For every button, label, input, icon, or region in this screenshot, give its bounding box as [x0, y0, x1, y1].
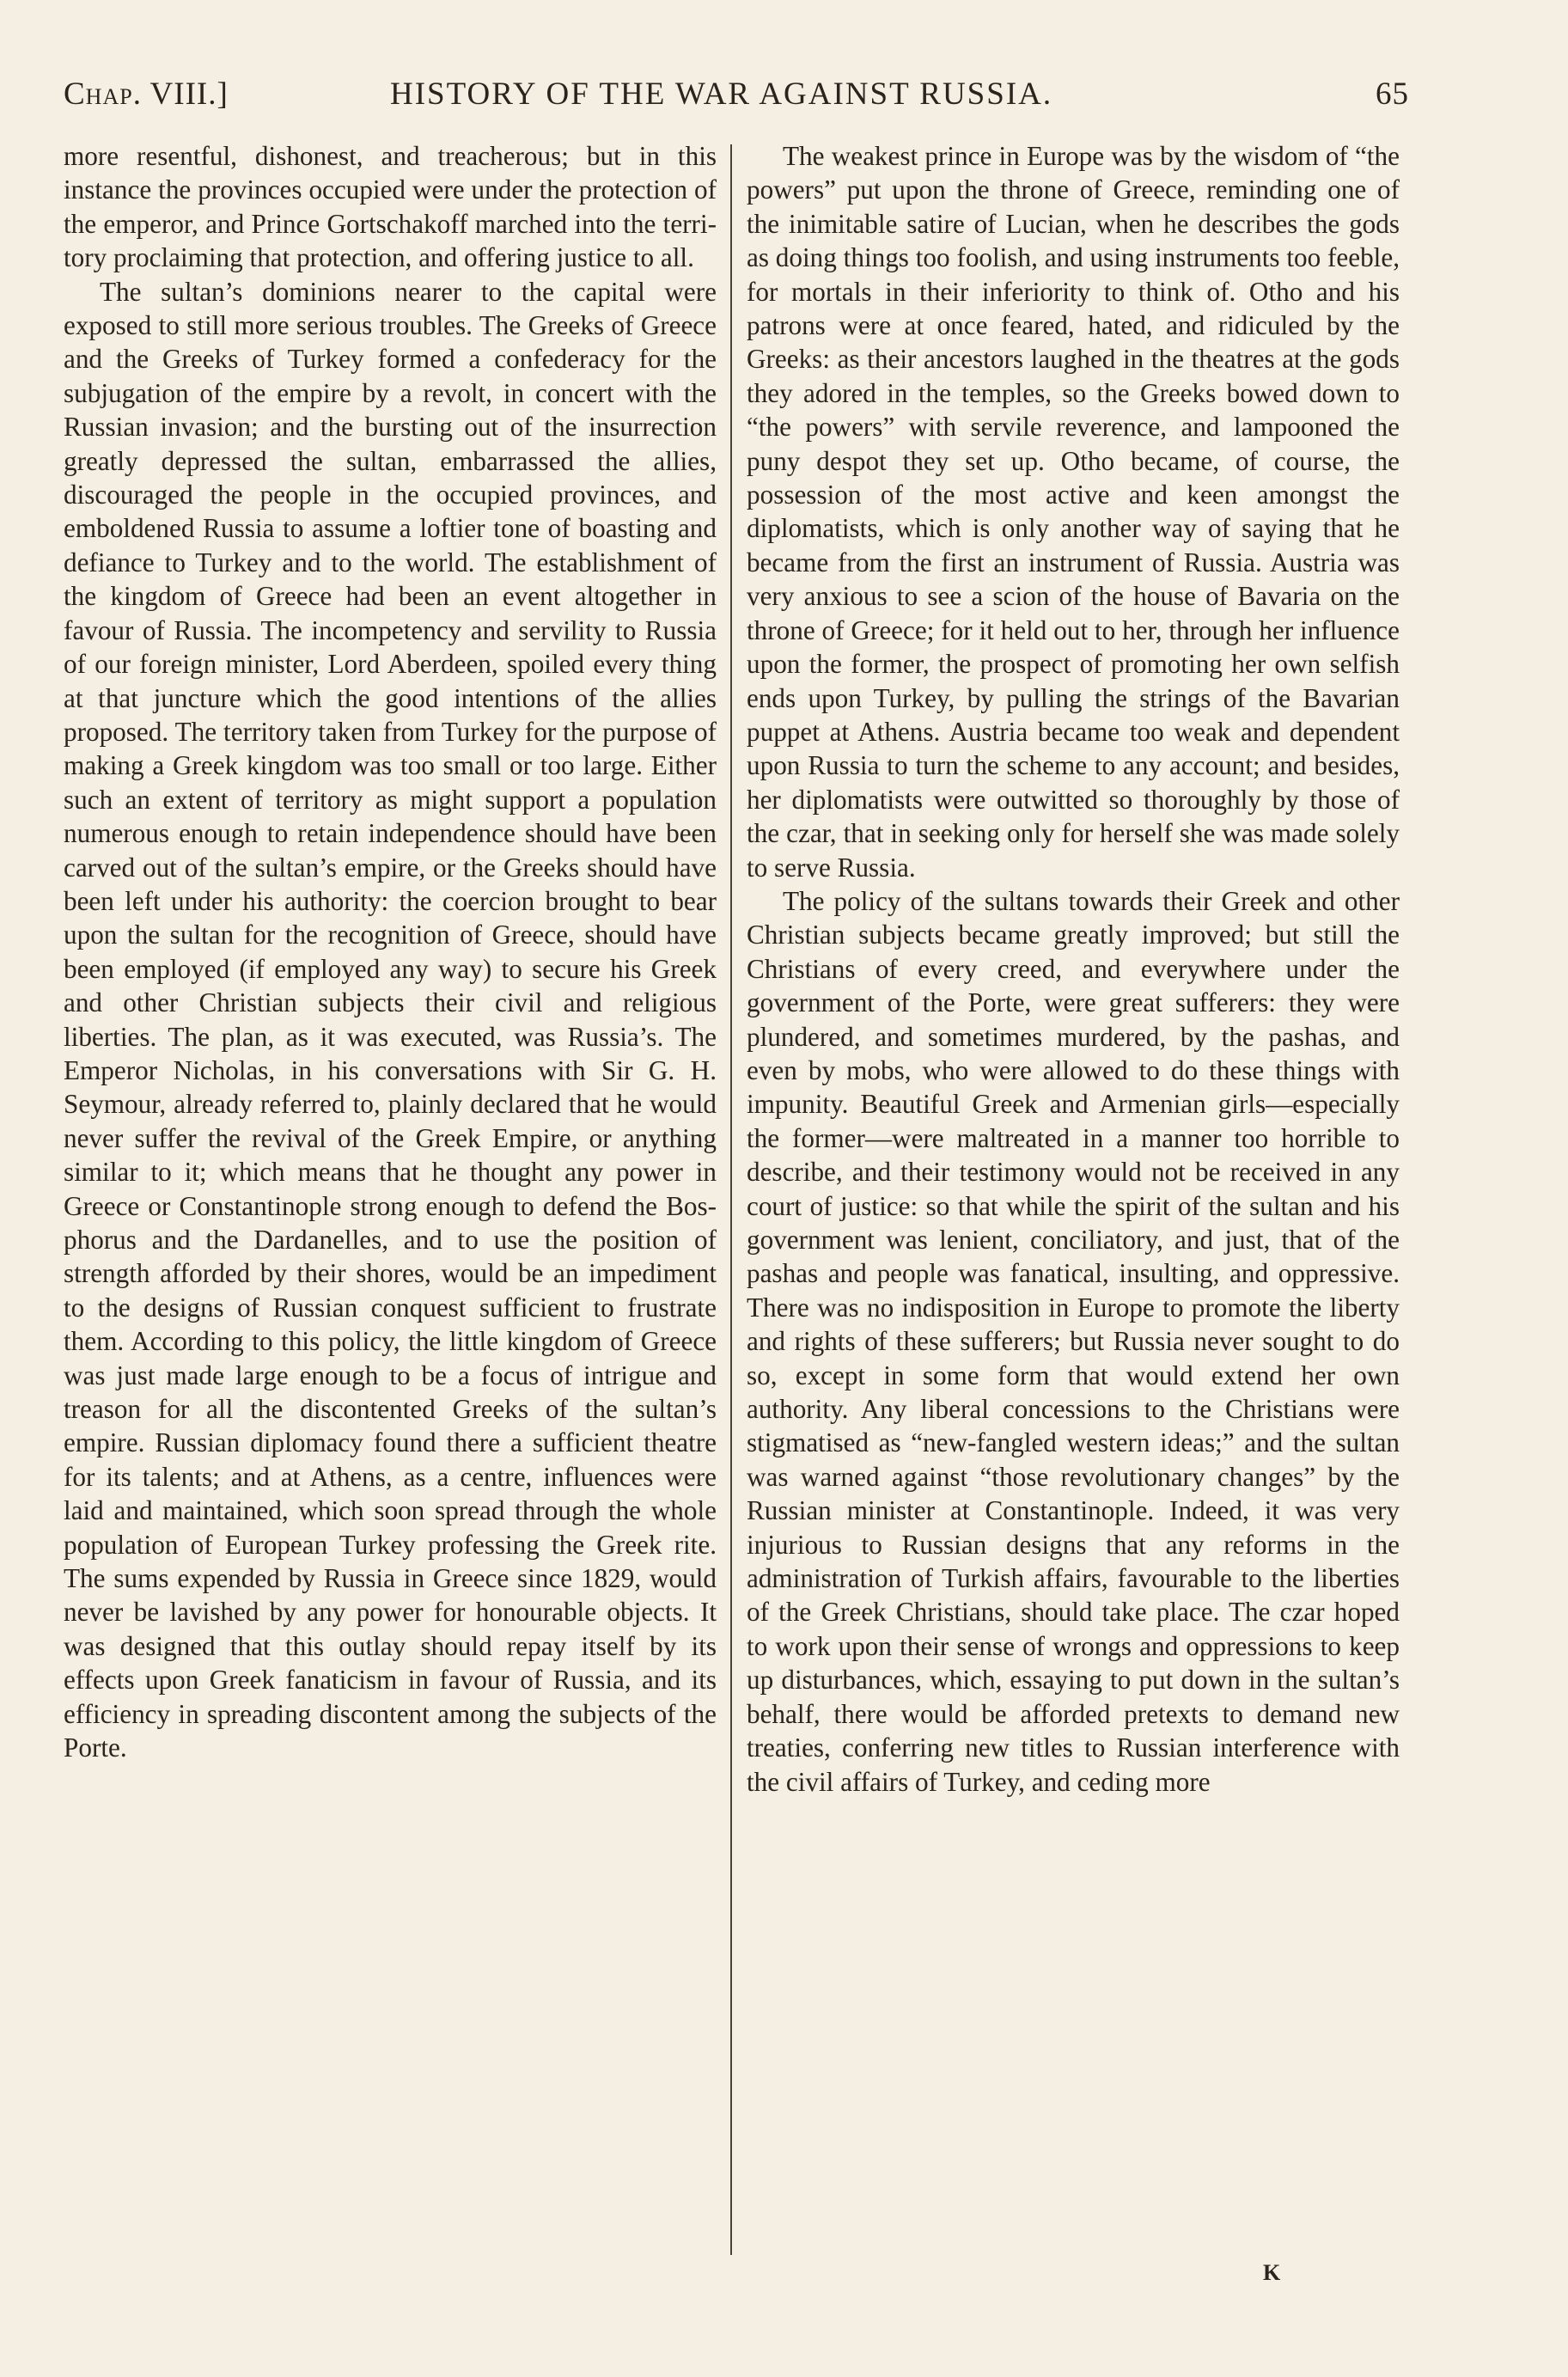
signature-mark: K	[1263, 2260, 1282, 2285]
chapter-label: Chap. VIII.]	[64, 76, 229, 112]
column-divider	[730, 144, 732, 2255]
page-number: 65	[1376, 76, 1409, 112]
right-column	[747, 139, 1400, 1799]
running-header	[64, 76, 1409, 127]
running-title: HISTORY OF THE WAR AGAINST RUSSIA.	[390, 76, 1053, 112]
left-column	[64, 139, 717, 1765]
right-paragraph-1: The weakest prince in Europe was by the wisdom of “the powers” put upon the throne of Greece, reminding one of the inimitable satire of Lucian, when he describes the gods as doing things too foolish, and using instruments too feeble, for mortals in their inferiority to think of. Otho and his patrons were at once feared, hated, and ridiculed by the Greeks: as their ancestors laughed in the theatres at the gods they adored in the temples, so the Greeks bowed down to “the powers” with servile reverence, and lampooned the puny despot they set up. Otho became, of course, the possession of the most active and keen amongst the diplomatists, which is only another way of saying that he became from the first an instrument of Russia. Austria was very anxious to see a scion of the house of Bavaria on the throne of Greece; for it held out to her, through her influence upon the former, the prospect of promoting her own selfish ends upon Turkey, by pulling the strings of the Bavarian puppet at Athens. Austria became too weak and dependent upon Russia to turn the scheme to any account; and besides, her diplomatists were outwitted so thoroughly by those of the czar, that in seeking only for herself she was made solely to serve Russia.	[747, 141, 1400, 883]
left-paragraph-2: The sultan’s dominions nearer to the capital were exposed to still more serious troubles. The Greeks of Greece and the Greeks of Turkey formed a confederacy for the subjugation of the empire by a revolt, in concert with the Russian invasion; and the bursting out of the insurrection greatly depressed the sultan, embarrassed the allies, discouraged the people in the occupied provinces, and emboldened Russia to assume a loftier tone of boasting and defiance to Turkey and to the world. The establishment of the kingdom of Greece had been an event altogether in favour of Russia. The incompetency and servility to Russia of our foreign minister, Lord Aberdeen, spoiled every thing at that juncture which the good intentions of the allies proposed. The territory taken from Turkey for the purpose of making a Greek kingdom was too small or too large. Either such an extent of territory as might support a population numerous enough to retain independence should have been carved out of the sultan’s empire, or the Greeks should have been left under his authority: the coercion brought to bear upon the sultan for the recognition of Greece, should have been employed (if employed any way) to secure his Greek and other Christian subjects their civil and religious liberties. The plan, as it was executed, was Russia’s. The Emperor Nicholas, in his conversations with Sir G. H. Seymour, already referred to, plainly declared that he would never suffer the revival of the Greek Empire, or anything similar to it; which means that he thought any power in Greece or Constantinople strong enough to defend the Bosphorus and the Dardanelles, and to use the position of strength afforded by their shores, would be an impediment to the designs of Russian conquest sufficient to frustrate them. According to this policy, the little kingdom of Greece was just made large enough to be a focus of intrigue and treason for all the discontented Greeks of the sultan’s empire. Russian diplomacy found there a sufficient theatre for its talents; and at Athens, as a centre, influences were laid and maintained, which soon spread through the whole population of European Turkey professing the Greek rite. The sums expended by Russia in Greece since 1829, would never be lavished by any power for honourable objects. It was designed that this outlay should repay itself by its effects upon Greek fanaticism in favour of Russia, and its efficiency in spreading discontent among the subjects of the Porte.	[64, 276, 717, 1763]
left-paragraph-1: more resentful, dishonest, and treacherous; but in this instance the provinces occupied were under the protection of the emperor, and Prince Gortschakoff marched into the territory proclaiming that protection, and offering justice to all.	[64, 141, 717, 273]
right-paragraph-2: The policy of the sultans towards their Greek and other Christian subjects became greatly improved; but still the Christians of every creed, and everywhere under the government of the Porte, were great sufferers: they were plundered, and sometimes murdered, by the pashas, and even by mobs, who were allowed to do these things with impunity. Beautiful Greek and Armenian girls—especially the former—were maltreated in a manner too horrible to describe, and their testimony would not be received in any court of justice: so that while the spirit of the sultan and his government was lenient, conciliatory, and just, that of the pashas and people was fanatical, insulting, and oppressive. There was no indisposition in Europe to promote the liberty and rights of these sufferers; but Russia never sought to do so, except in some form that would extend her own authority. Any liberal concessions to the Christians were stigmatised as “new-fangled western ideas;” and the sultan was warned against “those revolutionary changes” by the Russian minister at Constantinople. Indeed, it was very injurious to Russian designs that any reforms in the administration of Turkish affairs, favourable to the liberties of the Greek Christians, should take place. The czar hoped to work upon their sense of wrongs and oppressions to keep up disturbances, which, essaying to put down in the sultan’s behalf, there would be afforded pretexts to demand new treaties, conferring new titles to Russian interference with the civil affairs of Turkey, and ceding more	[747, 885, 1400, 1797]
